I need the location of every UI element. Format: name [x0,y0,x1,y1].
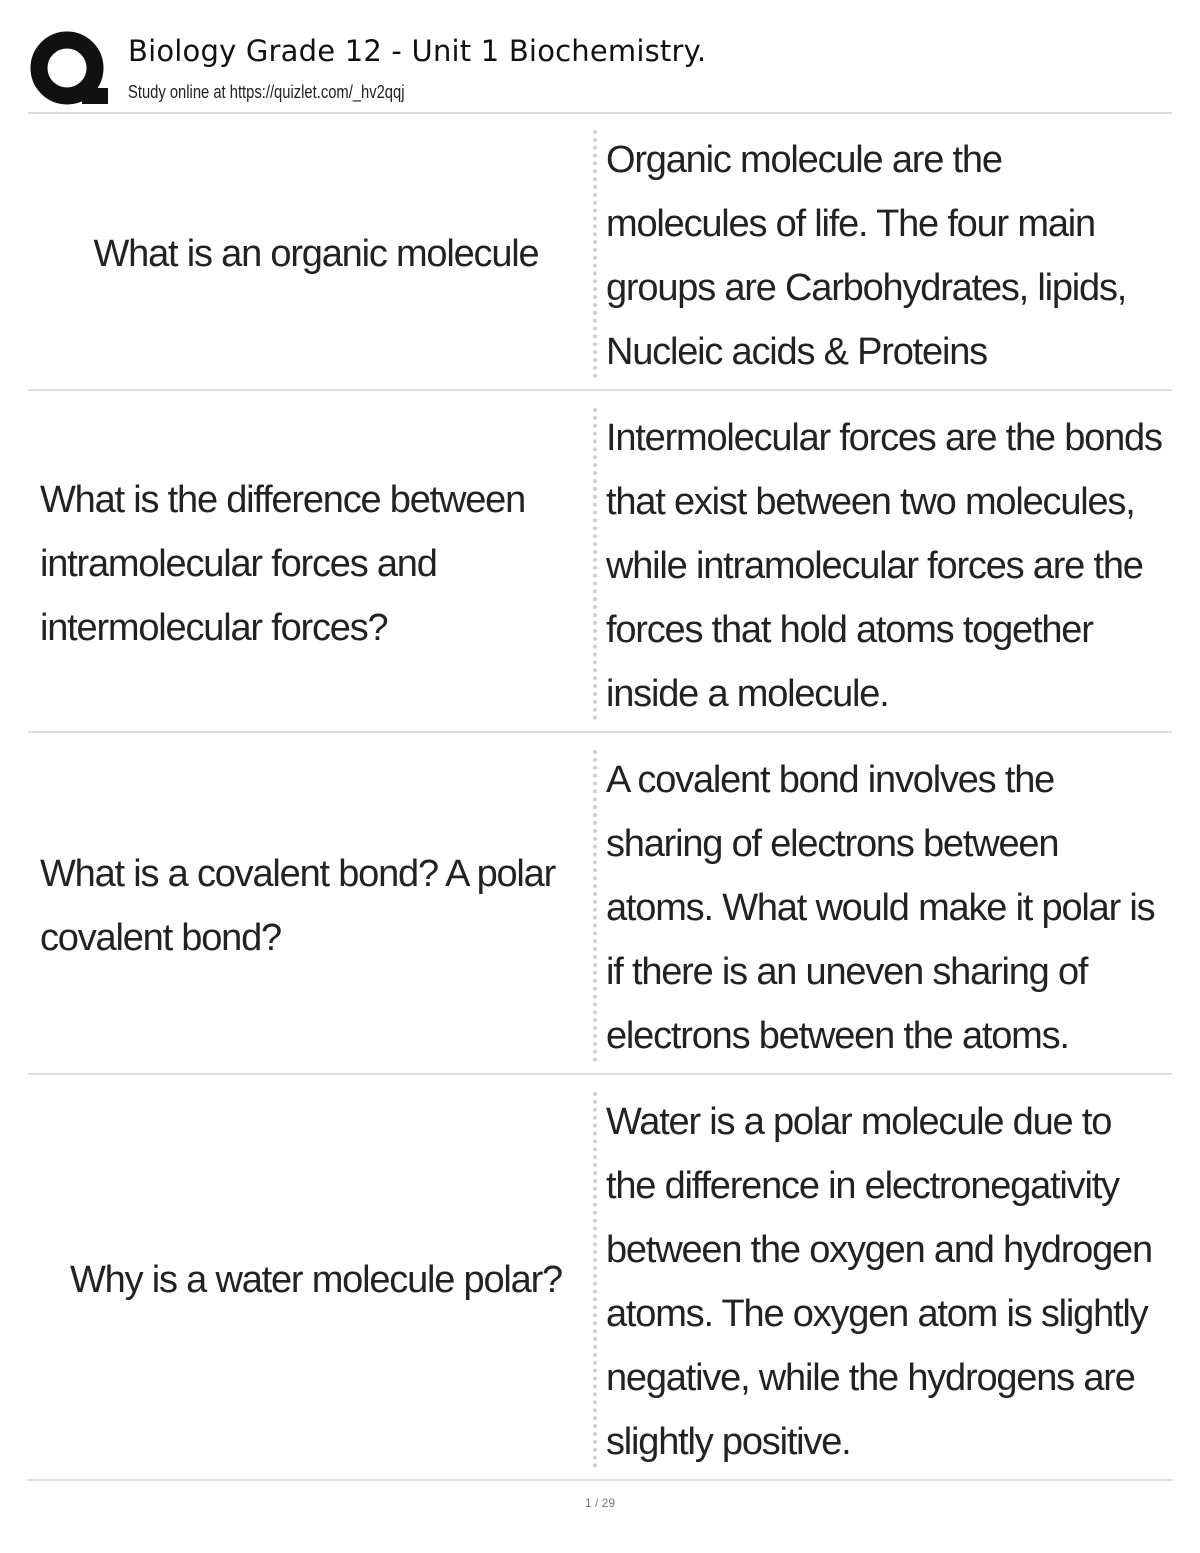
card-rule [28,731,1172,733]
card-term: What is the difference between intramolecular forces and intermolecular forces? [40,479,526,649]
header-rule [28,112,1172,114]
study-online-link[interactable]: Study online at https://quizlet.com/_hv2qqj [128,82,405,102]
card-definition: A covalent bond involves the sharing of electrons between atoms. What would make it polar is if there is an uneven sharing of electrons between the atoms. [606,759,1155,1057]
page-number: 1 / 29 [584,1496,616,1510]
card-divider [593,130,597,378]
card-term: What is an organic molecule [93,233,539,275]
card-definition: Intermolecular forces are the bonds that exist between two molecules, while intramolecular forces are the forces that hold atoms together inside a molecule. [606,417,1162,715]
document-title: Biology Grade 12 - Unit 1 Biochemistry. [128,34,707,68]
card-term: Why is a water molecule polar? [70,1259,562,1301]
flashcard-row [28,120,1172,388]
page-header [28,28,1172,112]
card-divider [593,408,597,720]
card-rule [28,1073,1172,1075]
flashcard-row [28,398,1172,730]
card-term: What is a covalent bond? A polar covalent bond? [40,853,556,959]
quizlet-logo-icon [30,30,108,108]
card-divider [593,1092,597,1468]
card-definition: Water is a polar molecule due to the difference in electronegativity between the oxygen and hydrogen atoms. The oxygen atom is slightly negative, while the hydrogens are slightly positive. [606,1101,1152,1463]
card-definition: Organic molecule are the molecules of life. The four main groups are Carbohydrates, lipids, Nucleic acids & Proteins [606,139,1127,373]
card-rule [28,1479,1172,1481]
card-rule [28,389,1172,391]
card-divider [593,750,597,1062]
flashcard-row [28,740,1172,1072]
flashcard-row [28,1082,1172,1478]
